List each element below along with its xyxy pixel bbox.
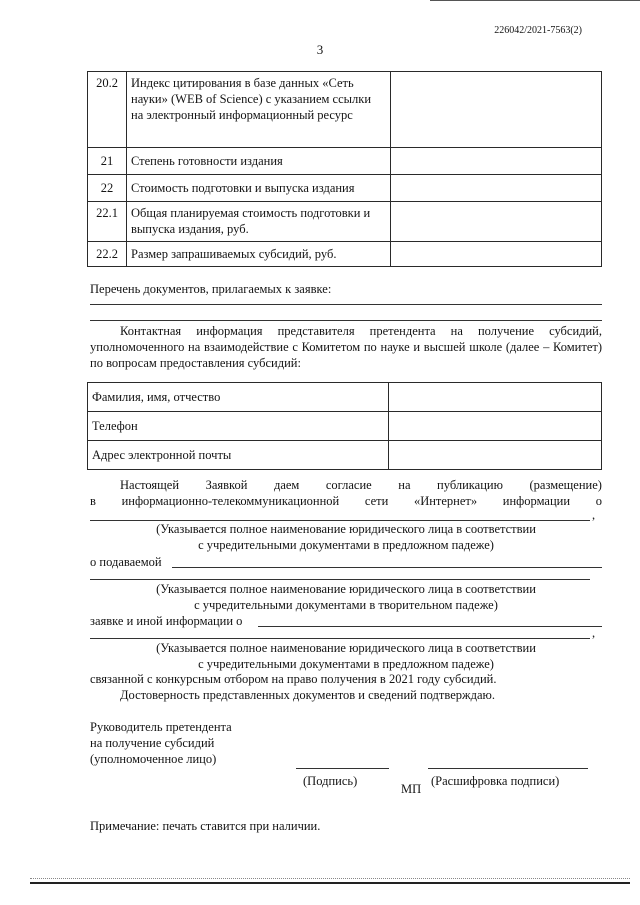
stamp-label: МП (401, 782, 422, 796)
row-number: 22 (88, 175, 127, 202)
table-row (88, 175, 602, 202)
table-row (88, 242, 602, 267)
bottom-edge-line (30, 882, 630, 884)
table-row (88, 441, 602, 470)
row-value[interactable] (391, 175, 602, 202)
comma: , (592, 508, 596, 522)
row-label: Индекс цитирования в базе данных «Сеть науки» (WEB of Science) с указанием ссылки на электронный информационный ресурс (127, 72, 391, 148)
confirm-line: Достоверность представленных документов и сведений подтверждаю. (120, 688, 495, 702)
consent-word: Настоящей (120, 478, 180, 492)
signatory-title-3: (уполномоченное лицо) (90, 752, 217, 766)
row-number: 22.2 (88, 242, 127, 267)
signature-decode-line[interactable] (428, 768, 588, 769)
hint-prepositional-3: (Указывается полное наименование юридического лица в соответствии (156, 641, 536, 655)
table-row (88, 148, 602, 175)
organization-name-line-5[interactable] (90, 638, 590, 639)
organization-name-line-3[interactable] (90, 579, 590, 580)
signatory-title-2: на получение субсидий (90, 736, 215, 750)
bottom-dotted-line (30, 878, 630, 879)
consent-word: согласие (325, 478, 372, 492)
consent-word: (размещение) (529, 478, 602, 492)
contact-value[interactable] (389, 383, 602, 412)
contact-value[interactable] (389, 441, 602, 470)
consent-word: даем (273, 478, 300, 492)
documents-list-label: Перечень документов, прилагаемых к заявке: (90, 282, 332, 296)
page-number: 3 (316, 42, 324, 57)
note: Примечание: печать ставится при наличии. (90, 819, 321, 833)
table-row (88, 202, 602, 242)
signature-label: (Подпись) (303, 774, 358, 788)
table-row (88, 412, 602, 441)
table-row (88, 72, 602, 148)
consent-word: публикацию (437, 478, 503, 492)
row-label: Общая планируемая стоимость подготовки и выпуска издания, руб. (127, 202, 391, 242)
row-value[interactable] (391, 72, 602, 148)
signature-decode-label: (Расшифровка подписи) (431, 774, 560, 788)
row-label: Стоимость подготовки и выпуска издания (127, 175, 391, 202)
contact-label: Адрес электронной почты (88, 441, 389, 470)
organization-name-line-2[interactable] (172, 567, 602, 568)
consent-word: на (398, 478, 411, 492)
hint-instrumental-2: с учредительными документами в творительном падеже) (194, 598, 498, 612)
consent-line-1 (90, 477, 602, 493)
hint-prepositional-4: с учредительными документами в предложном падеже) (198, 657, 494, 671)
consent-line-2 (90, 493, 602, 509)
row-number: 20.2 (88, 72, 127, 148)
consent-word: информационно-телекоммуникационной (121, 494, 340, 508)
consent-word: о (595, 494, 602, 508)
consent-word: в (90, 494, 96, 508)
row-label: Степень готовности издания (127, 148, 391, 175)
submitted-label: о подаваемой (90, 555, 162, 569)
documents-line[interactable] (90, 320, 602, 321)
hint-prepositional-1: (Указывается полное наименование юридического лица в соответствии (156, 522, 536, 536)
row-label: Размер запрашиваемых субсидий, руб. (127, 242, 391, 267)
consent-word: Заявкой (205, 478, 248, 492)
hint-prepositional-2: с учредительными документами в предложном падеже) (198, 538, 494, 552)
row-value[interactable] (391, 242, 602, 267)
signature-line[interactable] (296, 768, 389, 769)
contact-label: Фамилия, имя, отчество (88, 383, 389, 412)
contact-table (87, 382, 602, 470)
row-value[interactable] (391, 148, 602, 175)
organization-name-line-4[interactable] (258, 626, 602, 627)
consent-word: информации (502, 494, 571, 508)
consent-word: «Интернет» (413, 494, 478, 508)
signatory-title-1: Руководитель претендента (90, 720, 232, 734)
row-value[interactable] (391, 202, 602, 242)
table-row (88, 383, 602, 412)
contact-label: Телефон (88, 412, 389, 441)
application-table (87, 71, 602, 267)
comma: , (592, 626, 596, 640)
other-info-label: заявке и иной информации о (90, 614, 243, 628)
row-number: 21 (88, 148, 127, 175)
hint-instrumental-1: (Указывается полное наименование юридического лица в соответствии (156, 582, 536, 596)
top-edge-line (430, 0, 640, 1)
consent-word: сети (364, 494, 389, 508)
related-line: связанной с конкурсным отбором на право получения в 2021 году субсидий. (90, 672, 497, 686)
contact-paragraph: Контактная информация представителя претендента на получение субсидий, уполномоченного на взаимодействие с Комитетом по науке и высшей школе (далее – Комитет) по вопросам предоставления субсидий: (90, 324, 602, 370)
row-number: 22.1 (88, 202, 127, 242)
document-number: 226042/2021-7563(2) (494, 25, 582, 36)
contact-value[interactable] (389, 412, 602, 441)
documents-line[interactable] (90, 304, 602, 305)
